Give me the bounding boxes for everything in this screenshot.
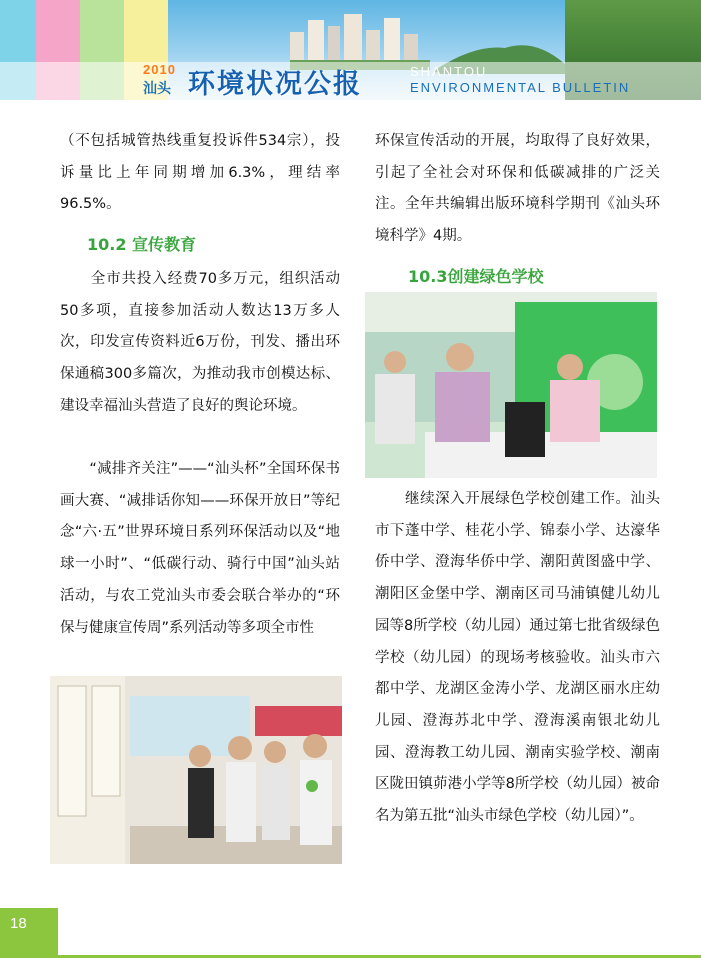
publicity-paragraph-2: “减排齐关注”——“汕头杯”全国环保书画大赛、“减排话你知——环保开放日”等纪念“六·五”世界环境日系列环保活动以及“地球一小时”、“低碳行动、骑行中国”汕头站活动，与农工党汕头市委会联合举办的“环保与健康宣传周”系列活动等多项全市性 (60, 461, 340, 636)
bulletin-title-en-city: SHANTOU (410, 64, 488, 79)
left-continued-paragraph: （不包括城管热线重复投诉件534宗），投诉量比上年同期增加6.3%，理结率96.5%。 (60, 133, 340, 213)
bulletin-title: 环境状况公报 (188, 69, 362, 100)
page-number: 18 (10, 915, 27, 932)
green-school-event-photo (365, 292, 657, 478)
publicity-paragraph-1: 全市共投入经费70多万元，组织活动50多项，直接参加活动人数达13万多人次，印发宣传资料近6万份，刊发、播出环保通稿300多篇次，为推动我市创模达标、建设幸福汕头营造了良好的舆论环境。 (60, 271, 340, 414)
right-continued-paragraph: 环保宣传活动的开展，均取得了良好效果，引起了全社会对环保和低碳减排的广泛关注。全年共编辑出版环境科学期刊《汕头环境科学》4期。 (375, 133, 660, 245)
exhibition-visit-photo (50, 676, 342, 864)
bulletin-year: 2010 (143, 62, 176, 77)
page-header (0, 0, 701, 100)
bulletin-title-en: ENVIRONMENTAL BULLETIN (410, 80, 631, 95)
bulletin-city: 汕头 (143, 81, 171, 97)
section-heading-publicity: 10.2 宣传教育 (87, 235, 197, 254)
section-heading-green-school: 10.3创建绿色学校 (408, 267, 544, 286)
green-school-paragraph: 继续深入开展绿色学校创建工作。汕头市下蓬中学、桂花小学、锦泰小学、达濠华侨中学、澄海华侨中学、潮阳黄图盛中学、潮阳区金堡中学、潮南区司马浦镇健儿幼儿园等8所学校（幼儿园）通过第七批省级绿色学校（幼儿园）的现场考核验收。汕头市六都中学、龙湖区金涛小学、龙湖区丽水庄幼儿园、澄海苏北中学、澄海溪南银北幼儿园、澄海教工幼儿园、潮南实验学校、潮南区陇田镇茆港小学等8所学校（幼儿园）被命名为第五批“汕头市绿色学校（幼儿园）”。 (375, 491, 660, 825)
page-number-box (0, 908, 58, 958)
